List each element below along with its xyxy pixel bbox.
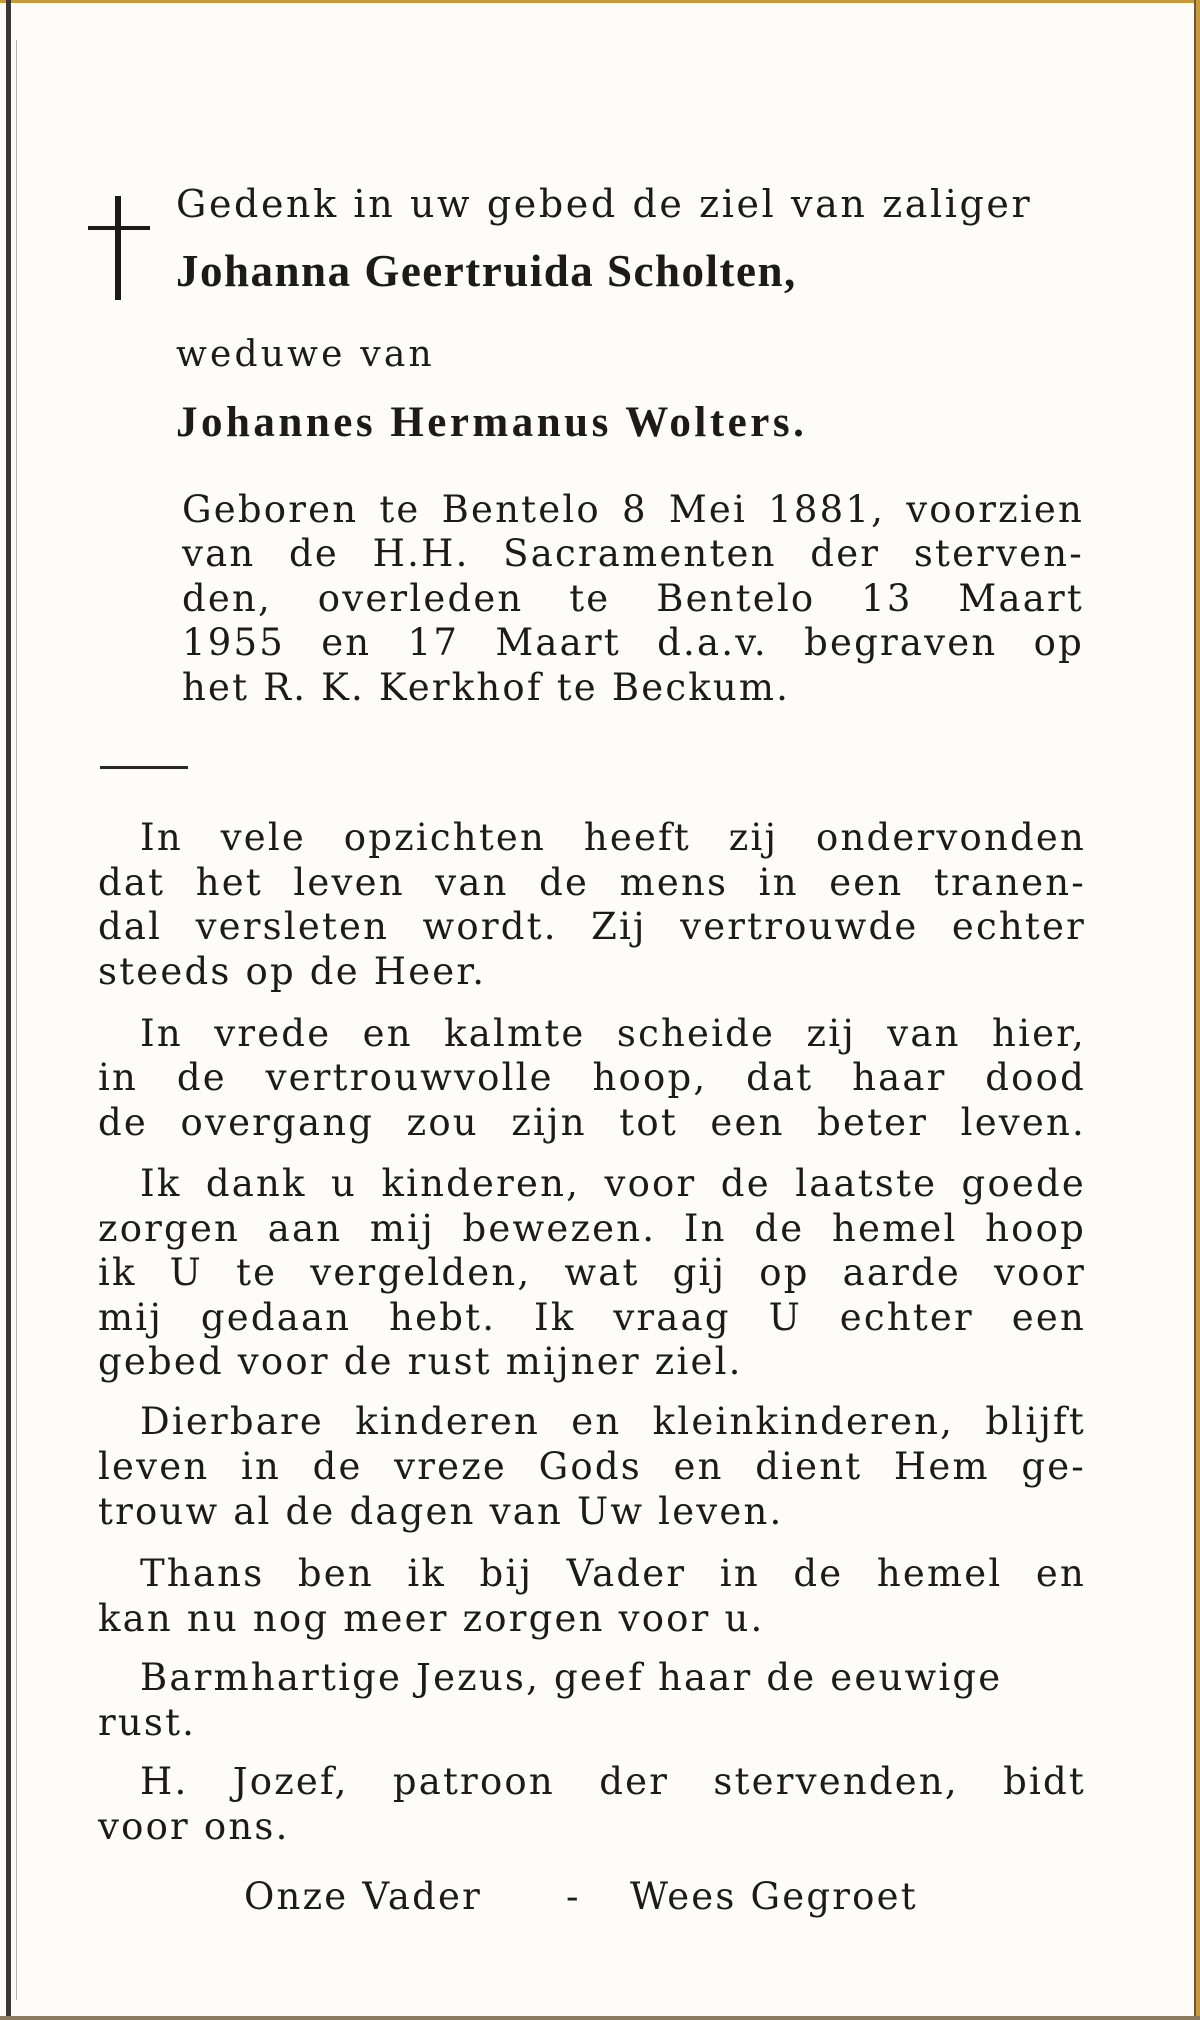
p4-line-2: leven in de vreze Gods en dient Hem ge- (98, 1445, 1086, 1488)
card-border-left (6, 0, 11, 2020)
bio-line-2: van de H.H. Sacramenten der sterven- (182, 532, 1084, 575)
p7-line-1: H. Jozef, patroon der stervenden, bidt (140, 1760, 1086, 1803)
section-divider (100, 766, 188, 769)
bio-line-3: den, overleden te Bentelo 13 Maart (182, 577, 1084, 620)
card-border-top (0, 0, 1200, 3)
p2-line-3: de overgang zou zijn tot een beter leven. (98, 1101, 1086, 1144)
p3-line-3: ik U te vergelden, wat gij op aarde voor (98, 1251, 1086, 1294)
p4-line-3: trouw al de dagen van Uw leven. (98, 1490, 784, 1533)
cross-icon (88, 196, 150, 300)
header-intro: Gedenk in uw gebed de ziel van zaliger (176, 182, 1033, 226)
p4-line-1: Dierbare kinderen en kleinkinderen, blijft (140, 1400, 1086, 1443)
p2-line-2: in de vertrouwvolle hoop, dat haar dood (98, 1056, 1086, 1099)
bio-line-5: het R. K. Kerkhof te Beckum. (182, 666, 791, 709)
card-border-right (1196, 0, 1200, 2020)
deceased-name: Johanna Geertruida Scholten, (176, 246, 797, 296)
prayer-separator: - (566, 1875, 581, 1918)
prayer-onze-vader: Onze Vader (244, 1875, 482, 1918)
card-border-bottom (0, 2016, 1200, 2020)
p6-line-2: rust. (98, 1701, 197, 1744)
prayer-wees-gegroet: Wees Gegroet (630, 1875, 918, 1918)
p3-line-4: mij gedaan hebt. Ik vraag U echter een (98, 1296, 1086, 1339)
p5-line-2: kan nu nog meer zorgen voor u. (98, 1597, 765, 1640)
widow-of-label: weduwe van (176, 334, 435, 375)
p1-line-1: In vele opzichten heeft zij ondervonden (140, 816, 1086, 859)
bio-line-4: 1955 en 17 Maart d.a.v. begraven op (182, 621, 1084, 664)
p6-line-1: Barmhartige Jezus, geef haar de eeuwige (140, 1656, 1003, 1699)
p1-line-4: steeds op de Heer. (98, 950, 487, 993)
p3-line-1: Ik dank u kinderen, voor de laatste goede (140, 1162, 1086, 1205)
p2-line-1: In vrede en kalmte scheide zij van hier, (140, 1012, 1086, 1055)
card-border-left-inner (16, 40, 17, 2000)
spouse-name: Johannes Hermanus Wolters. (176, 399, 808, 446)
bio-line-1: Geboren te Bentelo 8 Mei 1881, voorzien (182, 488, 1084, 531)
p3-line-5: gebed voor de rust mijner ziel. (98, 1340, 743, 1383)
p1-line-2: dat het leven van de mens in een tranen- (98, 861, 1086, 904)
p7-line-2: voor ons. (98, 1805, 290, 1848)
p5-line-1: Thans ben ik bij Vader in de hemel en (140, 1552, 1086, 1595)
p3-line-2: zorgen aan mij bewezen. In de hemel hoop (98, 1207, 1086, 1250)
p1-line-3: dal versleten wordt. Zij vertrouwde echter (98, 905, 1086, 948)
